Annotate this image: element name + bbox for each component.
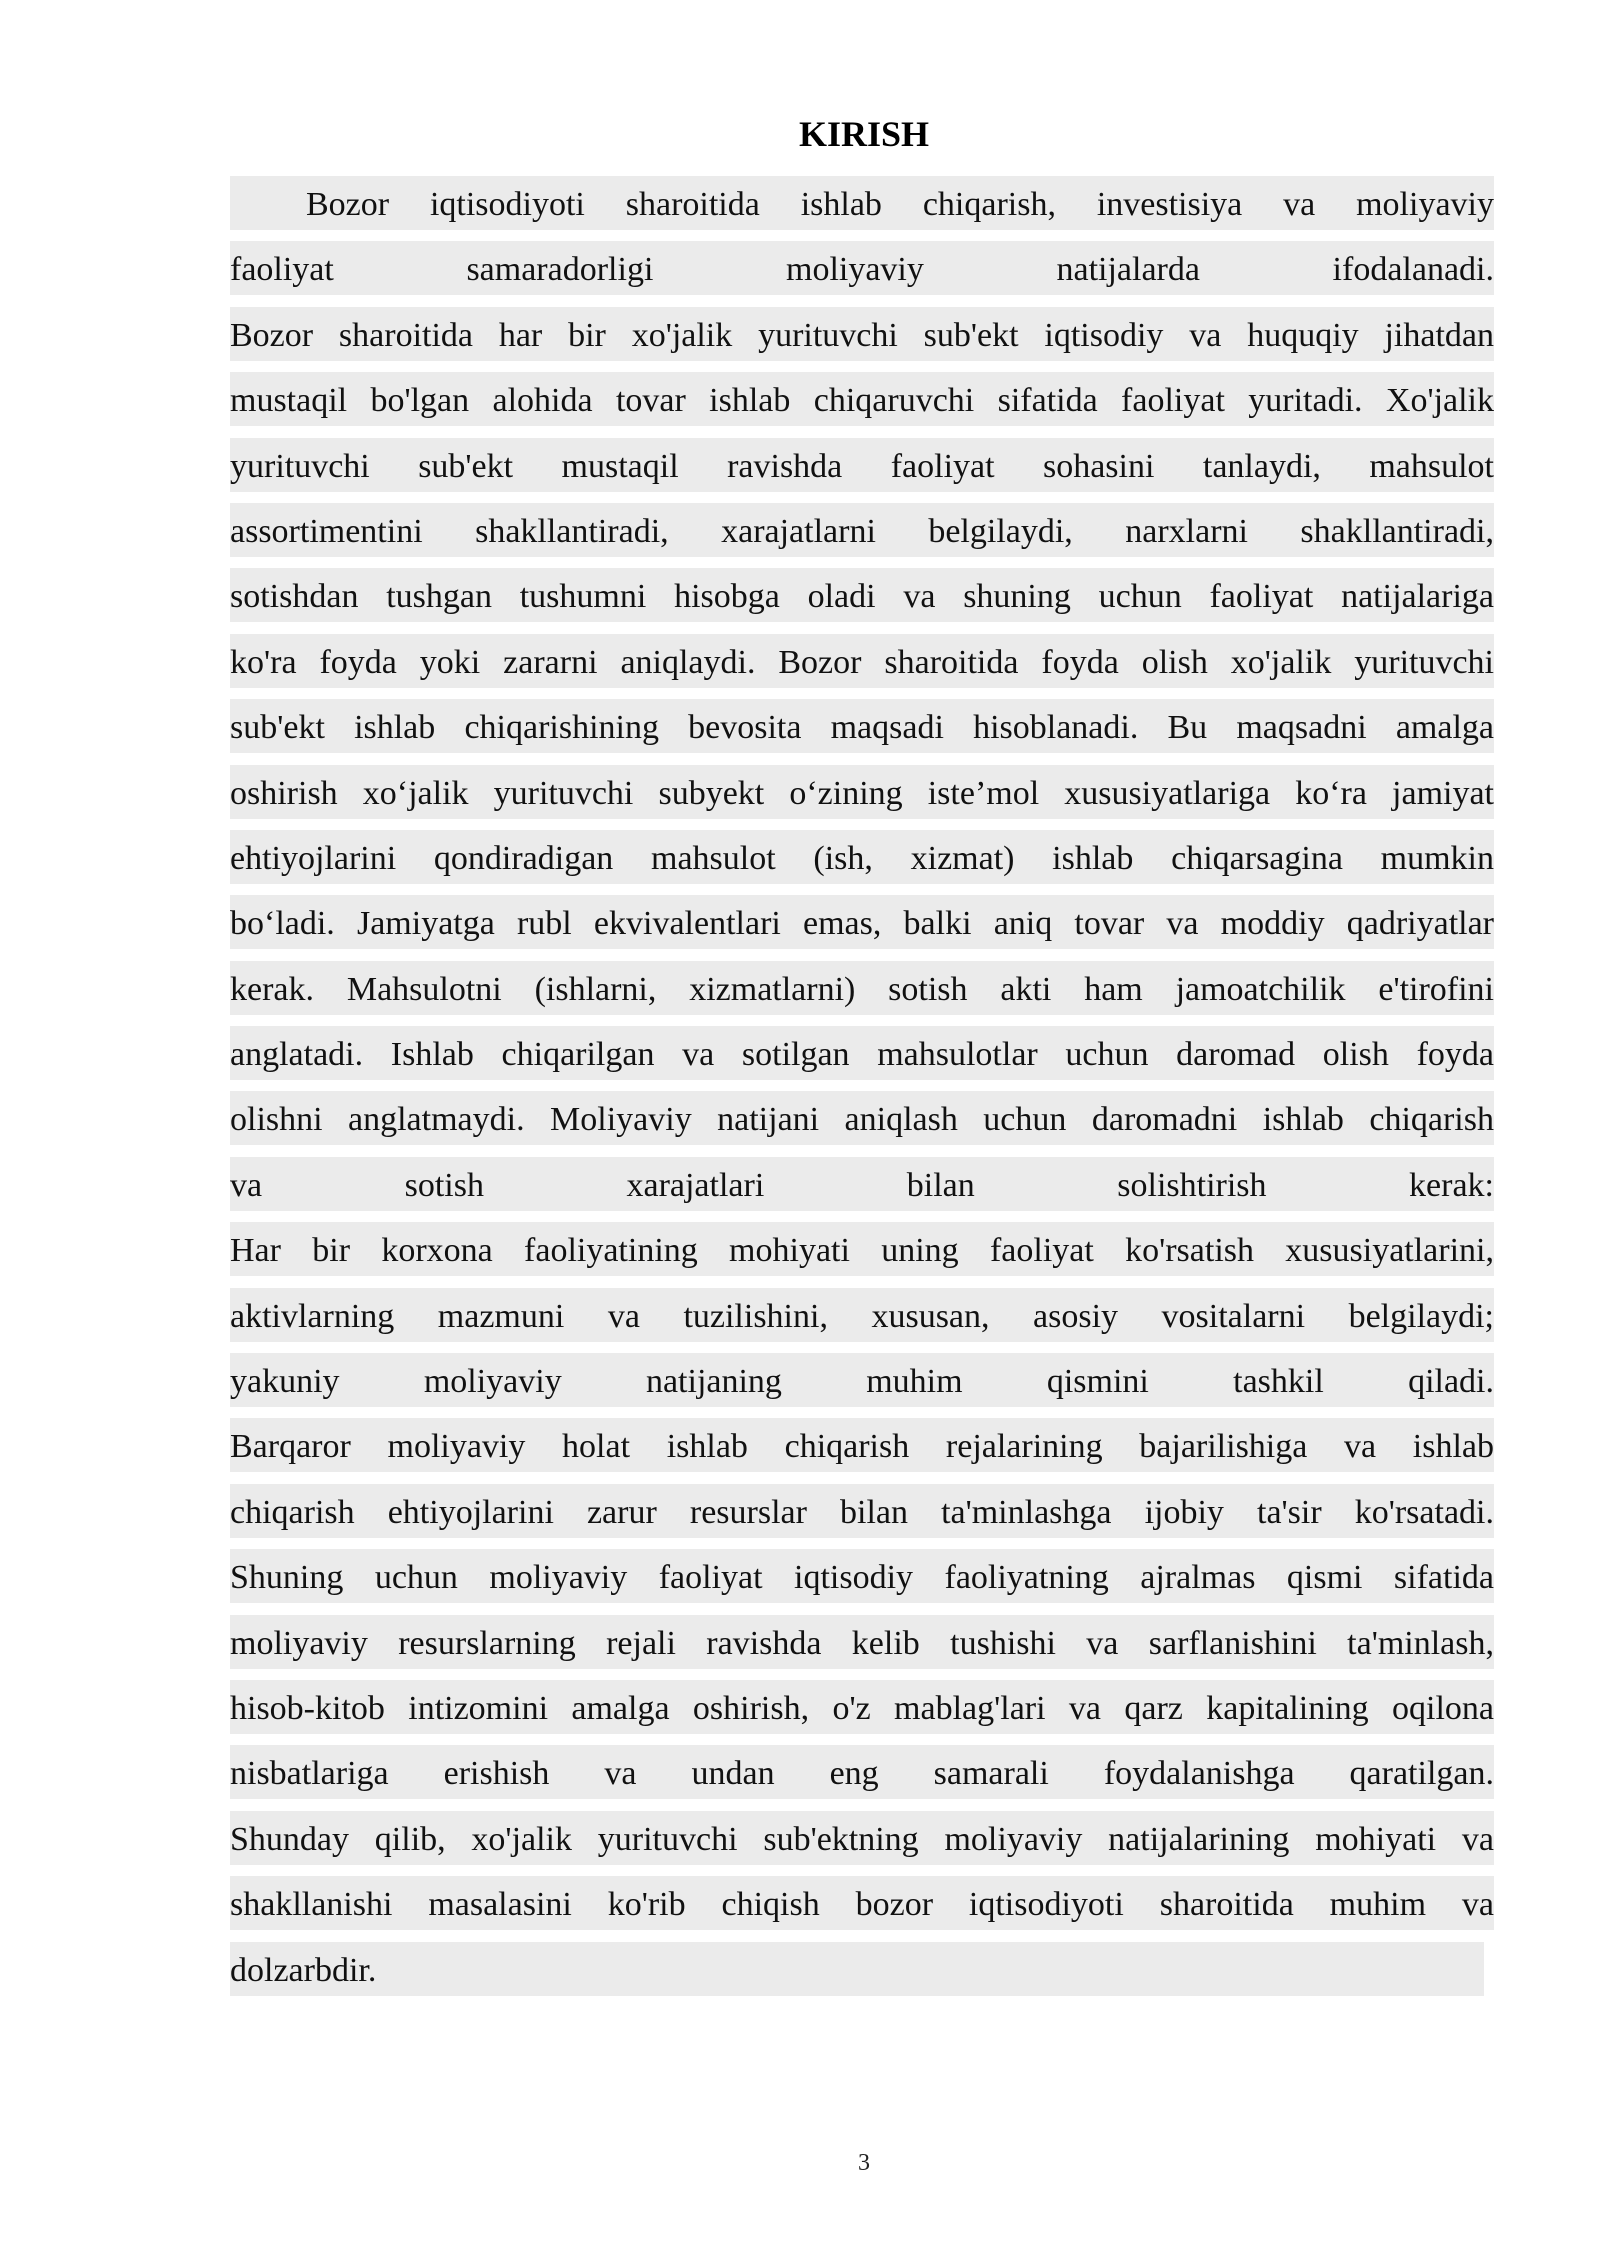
text-line-content: chiqarish ehtiyojlarini zarur resurslar bilan ta'minlashga ijobiy ta'sir ko'rsatadi. — [230, 1484, 1494, 1538]
page-number: 3 — [858, 2150, 870, 2176]
text-line-content: shakllanishi masalasini ko'rib chiqish bozor iqtisodiyoti sharoitida muhim va — [230, 1876, 1494, 1930]
body-paragraph — [230, 176, 1494, 2007]
text-line-content: Har bir korxona faoliyatining mohiyati uning faoliyat ko'rsatish xususiyatlarini, — [230, 1222, 1494, 1276]
text-line-content: aktivlarning mazmuni va tuzilishini, xususan, asosiy vositalarni belgilaydi; — [230, 1288, 1494, 1342]
section-title: KIRISH — [798, 114, 930, 154]
text-line — [230, 1353, 1494, 1418]
text-line-content: moliyaviy resurslarning rejali ravishda kelib tushishi va sarflanishini ta'minlash, — [230, 1615, 1494, 1669]
text-line-content: olishni anglatmaydi. Moliyaviy natijani aniqlash uchun daromadni ishlab chiqarish — [230, 1091, 1494, 1145]
text-line — [230, 830, 1494, 895]
text-line — [230, 372, 1494, 437]
text-line — [230, 765, 1494, 830]
text-line-content: Bozor iqtisodiyoti sharoitida ishlab chiqarish, investisiya va moliyaviy — [230, 176, 1494, 230]
text-line-content: faoliyat samaradorligi moliyaviy natijalarda ifodalanadi. — [230, 241, 1494, 295]
text-line — [230, 503, 1494, 568]
text-line — [230, 1288, 1494, 1353]
text-line-content: mustaqil bo'lgan alohida tovar ishlab chiqaruvchi sifatida faoliyat yuritadi. Xo'jalik — [230, 372, 1494, 426]
text-line — [230, 895, 1494, 960]
text-line — [230, 1549, 1494, 1614]
text-line — [230, 1680, 1494, 1745]
text-line — [230, 1876, 1494, 1941]
text-line-content: va sotish xarajatlari bilan solishtirish kerak: — [230, 1157, 1494, 1211]
text-line — [230, 1615, 1494, 1680]
text-line-content: sotishdan tushgan tushumni hisobga oladi va shuning uchun faoliyat natijalariga — [230, 568, 1494, 622]
text-line — [230, 241, 1494, 306]
text-line-content: anglatadi. Ishlab chiqarilgan va sotilgan mahsulotlar uchun daromad olish foyda — [230, 1026, 1494, 1080]
text-line — [230, 634, 1494, 699]
text-line — [230, 307, 1494, 372]
text-line — [230, 699, 1494, 764]
text-line — [230, 1222, 1494, 1287]
text-line-content: hisob-kitob intizomini amalga oshirish, o'z mablag'lari va qarz kapitalining oqilona — [230, 1680, 1494, 1734]
text-line — [230, 1418, 1494, 1483]
text-line-content: oshirish xo‘jalik yurituvchi subyekt o‘zining iste’mol xususiyatlariga ko‘ra jamiyat — [230, 765, 1494, 819]
text-line-content: assortimentini shakllantiradi, xarajatlarni belgilaydi, narxlarni shakllantiradi, — [230, 503, 1494, 557]
text-line-content: nisbatlariga erishish va undan eng samarali foydalanishga qaratilgan. — [230, 1745, 1494, 1799]
text-line — [230, 438, 1494, 503]
text-line-content: ko'ra foyda yoki zararni aniqlaydi. Bozor sharoitida foyda olish xo'jalik yurituvchi — [230, 634, 1494, 688]
text-line-content: ehtiyojlarini qondiradigan mahsulot (ish, xizmat) ishlab chiqarsagina mumkin — [230, 830, 1494, 884]
text-line-content: Shuning uchun moliyaviy faoliyat iqtisodiy faoliyatning ajralmas qismi sifatida — [230, 1549, 1494, 1603]
text-line-content: bo‘ladi. Jamiyatga rubl ekvivalentlari emas, balki aniq tovar va moddiy qadriyatlar — [230, 895, 1494, 949]
text-line-content: dolzarbdir. — [230, 1942, 1484, 1996]
text-line — [230, 568, 1494, 633]
text-line — [230, 961, 1494, 1026]
text-line — [230, 1745, 1494, 1810]
text-line-content: Bozor sharoitida har bir xo'jalik yurituvchi sub'ekt iqtisodiy va huquqiy jihatdan — [230, 307, 1494, 361]
text-line — [230, 1157, 1494, 1222]
text-line-content: kerak. Mahsulotni (ishlarni, xizmatlarni) sotish akti ham jamoatchilik e'tirofini — [230, 961, 1494, 1015]
text-line — [230, 1484, 1494, 1549]
text-line-content: Shunday qilib, xo'jalik yurituvchi sub'ektning moliyaviy natijalarining mohiyati va — [230, 1811, 1494, 1865]
text-line-content: sub'ekt ishlab chiqarishining bevosita maqsadi hisoblanadi. Bu maqsadni amalga — [230, 699, 1494, 753]
text-line-content: yurituvchi sub'ekt mustaqil ravishda faoliyat sohasini tanlaydi, mahsulot — [230, 438, 1494, 492]
text-line — [230, 1942, 1494, 2007]
text-line — [230, 1811, 1494, 1876]
text-line — [230, 176, 1494, 241]
text-line-content: Barqaror moliyaviy holat ishlab chiqarish rejalarining bajarilishiga va ishlab — [230, 1418, 1494, 1472]
text-line-content: yakuniy moliyaviy natijaning muhim qismini tashkil qiladi. — [230, 1353, 1494, 1407]
text-line — [230, 1091, 1494, 1156]
text-line — [230, 1026, 1494, 1091]
